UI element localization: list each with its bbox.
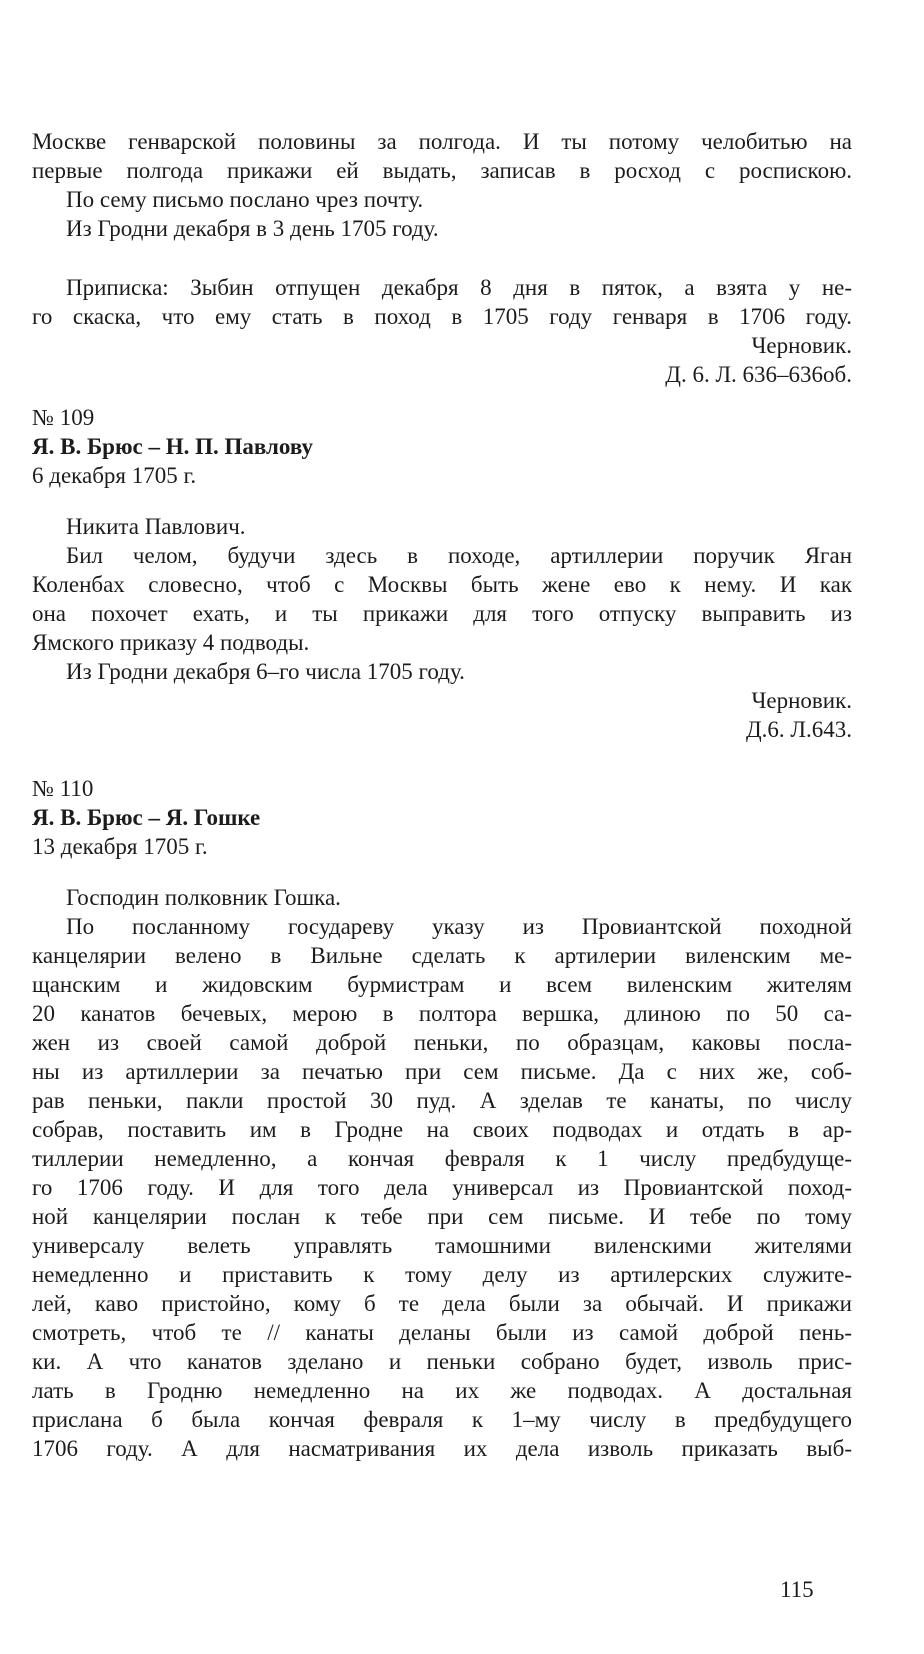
body-line: ны из артиллерии за печатью при сем письме. Да с них же, соб- xyxy=(32,1059,852,1084)
letter-109 xyxy=(32,403,852,744)
place-date: Из Гродни декабря в 3 день 1705 году. xyxy=(66,216,439,241)
body-line: По посланному государеву указу из Провиантской походной xyxy=(66,914,852,939)
body-line: 20 канатов бечевых, мерою в полтора вершка, длиною по 50 са- xyxy=(32,1001,852,1026)
postscript-line: го скаска, что ему стать в поход в 1705 году генваря в 1706 году. xyxy=(32,304,852,329)
letter-date: 13 декабря 1705 г. xyxy=(32,834,208,859)
body-line: щанским и жидовским бурмистрам и всем виленским жителям xyxy=(32,972,852,997)
letter-number: № 109 xyxy=(32,405,95,430)
body-line: жен из своей самой доброй пеньки, по образцам, каковы посла- xyxy=(32,1030,852,1055)
body-line: го 1706 году. И для того дела универсал из Провиантской поход- xyxy=(32,1175,852,1200)
letter-title: Я. В. Брюс – Н. П. Павлову xyxy=(32,434,313,459)
archive-reference: Д.6. Л.643. xyxy=(745,717,852,742)
draft-label: Черновик. xyxy=(751,333,852,358)
body-line: смотреть, чтоб те // канаты деланы были из самой доброй пень- xyxy=(32,1320,852,1345)
body-line: прислана б была кончая февраля к 1–му числу в предбудущего xyxy=(32,1407,852,1432)
body-line: универсалу велеть управлять тамошними виленскими жителями xyxy=(32,1233,852,1258)
body-line: канцелярии велено в Вильне сделать к артилерии виленским ме- xyxy=(32,943,852,968)
text-line: первые полгода прикажи ей выдать, записав в росход с роспискою. xyxy=(32,158,852,183)
body-line: собрав, поставить им в Гродне на своих подводах и отдать в ар- xyxy=(32,1117,852,1142)
sent-note: По сему письмо послано чрез почту. xyxy=(66,187,424,212)
body-line: рав пеньки, пакли простой 30 пуд. А зделав те канаты, по числу xyxy=(32,1088,852,1113)
body-line: ной канцелярии послан к тебе при сем письме. И тебе по тому xyxy=(32,1204,852,1229)
letter-date: 6 декабря 1705 г. xyxy=(32,463,197,488)
page-number: 115 xyxy=(780,1577,814,1602)
body-line: немедленно и приставить к тому делу из артилерских служите- xyxy=(32,1262,852,1287)
archive-reference: Д. 6. Л. 636–636об. xyxy=(665,362,852,387)
body-line: тиллерии немедленно, а кончая февраля к 1 числу предбудуще- xyxy=(32,1146,852,1171)
document-page xyxy=(32,127,852,1463)
body-line: 1706 году. А для насматривания их дела изволь приказать выб- xyxy=(32,1436,852,1461)
body-line: она похочет ехать, и ты прикажи для того отпуску выправить из xyxy=(32,601,852,626)
body-line: Коленбах словесно, чтоб с Москвы быть жене ево к нему. И как xyxy=(32,572,852,597)
salutation: Господин полковник Гошка. xyxy=(66,885,341,910)
text-line: Москве генварской половины за полгода. И ты потому челобитью на xyxy=(32,129,852,154)
body-line: лать в Гродню немедленно на их же подводах. А достальная xyxy=(32,1378,852,1403)
body-line: Ямского приказу 4 подводы. xyxy=(32,630,310,655)
previous-letter-continuation xyxy=(32,127,852,389)
letter-number: № 110 xyxy=(32,776,94,801)
body-line: лей, каво пристойно, кому б те дела были за обычай. И прикажи xyxy=(32,1291,852,1316)
place-date: Из Гродни декабря 6–го числа 1705 году. xyxy=(66,659,465,684)
postscript-line: Приписка: Зыбин отпущен декабря 8 дня в пяток, а взята у не- xyxy=(66,275,852,300)
letter-110 xyxy=(32,774,852,1463)
body-line: ки. А что канатов зделано и пеньки собрано будет, изволь прис- xyxy=(32,1349,852,1374)
body-line: Бил челом, будучи здесь в походе, артиллерии поручик Яган xyxy=(66,543,852,568)
salutation: Никита Павлович. xyxy=(66,514,246,539)
letter-title: Я. В. Брюс – Я. Гошке xyxy=(32,805,261,830)
draft-label: Черновик. xyxy=(751,688,852,713)
